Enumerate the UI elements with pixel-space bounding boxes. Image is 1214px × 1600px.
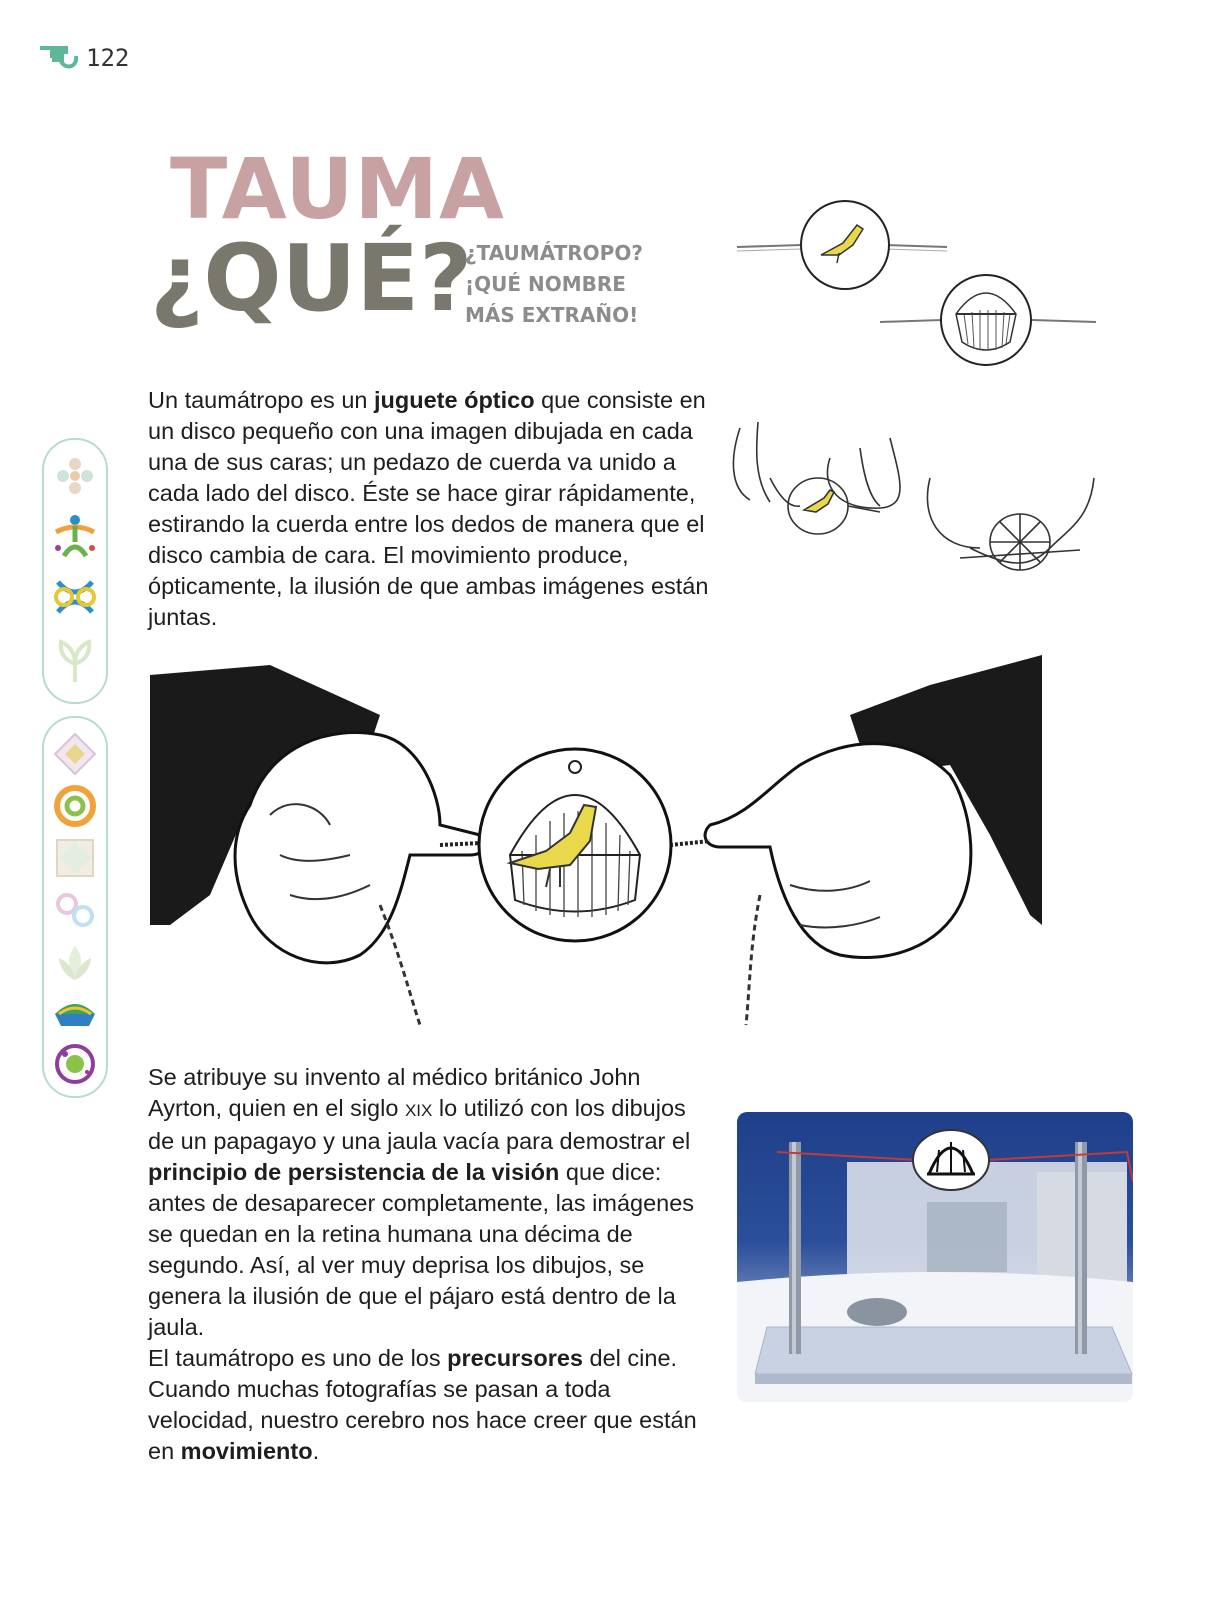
subtitle-line: ¿TAUMÁTROPO? — [465, 241, 643, 265]
highlight-term: principio de persistencia de la visión — [148, 1159, 560, 1185]
lotus-icon — [53, 940, 97, 984]
text-run: Se atribuye su invento al médico británico John Ayrton, quien en el siglo — [148, 1064, 641, 1121]
hill-landscape-icon — [53, 992, 97, 1032]
text-run: del cine. Cuando muchas fotografías se pasan a toda velocidad, nuestro cerebro nos hace creer que están en — [148, 1345, 697, 1464]
highlight-term: movimiento — [180, 1438, 313, 1464]
text-run: que dice: antes de desaparecer completamente, las imágenes se quedan en la retina humana una décima de segundo. Así, al ver muy deprisa los dibujos, se genera la ilusión de que el pájaro está dentro de la jaula. — [148, 1159, 695, 1340]
century-numeral: XIX — [404, 1101, 433, 1120]
hands-spinning-sketch — [730, 418, 1110, 590]
history-paragraph — [148, 1062, 718, 1467]
thaumatrope-photo — [737, 1112, 1133, 1402]
infinity-figure-icon — [50, 572, 100, 622]
title-line-1: TAUMA — [170, 140, 506, 238]
highlight-term: precursores — [447, 1345, 584, 1371]
highlight-term: juguete óptico — [374, 387, 535, 413]
cage-disc-illustration — [878, 272, 1100, 368]
title-line-2: ¿QUÉ? — [150, 225, 473, 332]
intro-paragraph — [148, 385, 718, 633]
spiral-circle-icon — [53, 784, 97, 828]
text-run: El taumátropo es uno de los — [148, 1345, 448, 1371]
side-rail-top — [42, 438, 108, 704]
book-logo-icon — [38, 42, 80, 76]
sprout-figure-icon — [53, 634, 97, 684]
thaumatrope-stand-picture — [737, 1112, 1133, 1402]
text-run: Un taumátropo es un — [148, 387, 374, 413]
square-mosaic-icon — [53, 836, 97, 880]
paint-splash-icon — [53, 1042, 97, 1086]
text-run: que consiste en un disco pequeño con una imagen dibujada en cada una de sus caras; un pedazo de cuerda va unido a cada lado del disco. Éste se hace girar rápidamente, estirando la cuerda entre los dedos de manera que el disco cambia de cara. El movimiento produce, ópticamente, la ilusión de que ambas imágenes están juntas. — [148, 387, 709, 630]
flower-symbol-icon — [53, 454, 97, 498]
subtitle-line: MÁS EXTRAÑO! — [465, 303, 639, 327]
diamond-pattern-icon — [53, 732, 97, 776]
side-rail-bottom — [42, 716, 108, 1098]
subtitle-line: ¡QUÉ NOMBRE — [465, 272, 626, 296]
thaumatrope-hands-illustration — [150, 655, 1042, 1035]
page-number: 122 — [86, 44, 130, 72]
subtitle — [465, 238, 643, 331]
dancing-figure-icon — [50, 512, 100, 562]
text-run: . — [312, 1438, 320, 1464]
text-run: lo utilizó con los dibujos de un papagayo y una jaula vacía para demostrar el — [148, 1095, 691, 1154]
linked-rings-icon — [53, 888, 97, 932]
